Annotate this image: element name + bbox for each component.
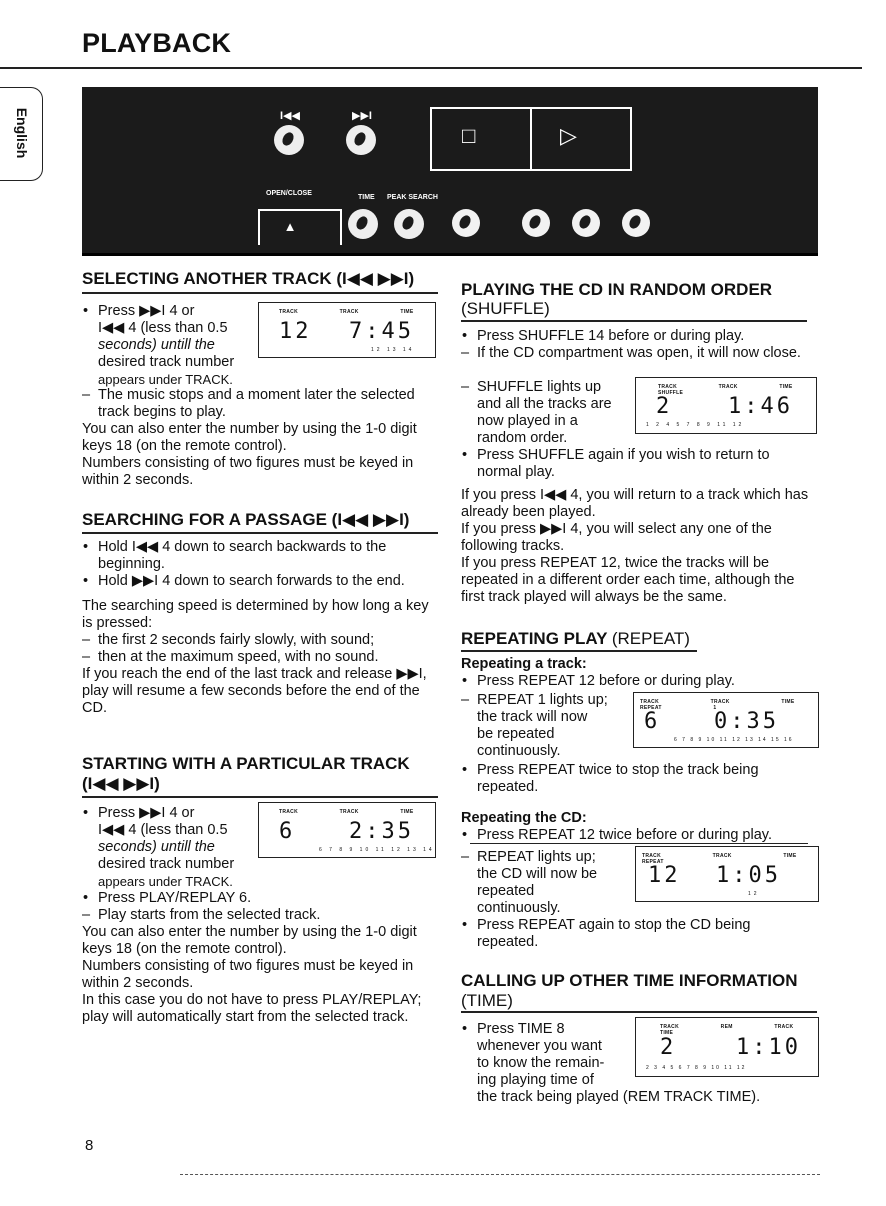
selecting-para-2: Numbers consisting of two figures must be keyed in within 2 seconds. [82, 455, 414, 488]
searching-dash-2: – then at the maximum speed, with no sound. [82, 649, 437, 666]
shuffle-dash-2a: – SHUFFLE lights up [461, 379, 636, 396]
lcd-track: 12 [648, 863, 681, 888]
lcd-track: 12 [279, 319, 312, 344]
transport-panel [430, 107, 632, 171]
repeat-cd-bottom [461, 917, 811, 951]
eject-button [258, 209, 342, 245]
shuffle-para-2: If you press ▶▶I 4, you will select any one of the following tracks. [461, 521, 772, 554]
repeat-dash-1b: the track will now [477, 709, 588, 725]
lcd-time: 1:10 [736, 1035, 801, 1060]
section-title-time-2: (TIME) [461, 991, 513, 1010]
section-title-repeat [461, 629, 690, 649]
prev-button-icon [274, 125, 304, 155]
time-step-end [477, 1089, 817, 1106]
selecting-step-1b: I◀◀ 4 (less than 0.5 [98, 320, 228, 336]
lcd-display-starting [258, 802, 436, 858]
page-number: 8 [85, 1137, 94, 1154]
footer-scan-line [180, 1174, 820, 1175]
shuffle-step-1: • Press SHUFFLE 14 before or during play. [461, 328, 811, 345]
section-title-starting: STARTING WITH A PARTICULAR TRACK [82, 754, 410, 773]
searching-para-2: If you reach the end of the last track and release ▶▶I, play will resume a few seconds before the end of the CD. [82, 666, 427, 716]
shuffle-body-top [461, 328, 811, 362]
starting-step-1e: appears under TRACK. [98, 874, 233, 889]
repeat-track-lights [461, 692, 636, 760]
selecting-steps [82, 303, 262, 388]
selecting-step-1: • Press ▶▶I 4 or [82, 303, 262, 320]
next-label: ▶▶I [352, 110, 372, 122]
repeat-dash-1c: be repeated [477, 726, 555, 742]
lcd-display-repeat-track [633, 692, 819, 748]
prev-label: I◀◀ [280, 110, 300, 122]
shuffle-dash-2b: and all the tracks are [477, 396, 612, 412]
section-title-selecting: SELECTING ANOTHER TRACK (I◀◀ ▶▶I) [82, 269, 415, 288]
repeat-cd-lights [461, 849, 636, 917]
round-button-icon-4 [622, 209, 650, 237]
lcd-track-numbers: 2 3 4 5 6 7 8 9 10 11 12 [646, 1065, 747, 1071]
searching-dash-1: – the first 2 seconds fairly slowly, with sound; [82, 632, 437, 649]
selecting-note: – The music stops and a moment later the selected track begins to play. [82, 387, 442, 421]
repeat-step-2: • Press REPEAT twice to stop the track being repeated. [461, 762, 811, 796]
lcd-time: 0:35 [714, 709, 779, 734]
starting-para-3: In this case you do not have to press PLAY/REPLAY; play will automatically start from the selected track. [82, 992, 422, 1025]
starting-para-2: Numbers consisting of two figures must be keyed in within 2 seconds. [82, 958, 414, 991]
language-tab-label: English [14, 107, 30, 159]
page-title: PLAYBACK [82, 28, 232, 58]
peak-search-button-icon [394, 209, 424, 239]
lcd-track: 6 [279, 819, 296, 844]
lcd-display-repeat-cd [635, 846, 819, 902]
lcd-time: 1:46 [728, 394, 793, 419]
section-title-searching: SEARCHING FOR A PASSAGE (I◀◀ ▶▶I) [82, 510, 410, 529]
selecting-para-1: You can also enter the number by using the 1-0 digit keys 18 (on the remote control). [82, 421, 417, 454]
repeat-step-3: • Press REPEAT 12 twice before or during play. [461, 827, 811, 844]
repeat-track-bottom [461, 762, 811, 796]
lcd-labels: TRACK TRACK TIME REPEAT [642, 853, 797, 865]
stop-icon: □ [462, 123, 476, 148]
lcd-track: 2 [656, 394, 673, 419]
title-rule [0, 67, 862, 69]
repeat-subtitle-2: Repeating the CD: [461, 810, 587, 826]
subsection-rule [470, 843, 808, 844]
shuffle-dash-1: – If the CD compartment was open, it will now close. [461, 345, 811, 362]
starting-step-1: • Press ▶▶I 4 or [82, 805, 262, 822]
lcd-labels: TRACK TRACK TIME REPEAT 1 [640, 699, 795, 711]
time-step-1b: whenever you want [477, 1038, 602, 1054]
section-title-time: CALLING UP OTHER TIME INFORMATION [461, 971, 798, 990]
repeat-track-top [461, 656, 811, 690]
repeat-dash-1d: continuously. [477, 743, 561, 759]
lcd-track: 2 [660, 1035, 677, 1060]
time-step-1c: to know the remain- [477, 1055, 605, 1071]
shuffle-lights [461, 379, 636, 447]
starting-note: – Play starts from the selected track. [82, 907, 442, 924]
section-rule [461, 650, 697, 652]
repeat-dash-2d: continuously. [477, 900, 561, 916]
starting-step-1b: I◀◀ 4 (less than 0.5 [98, 822, 228, 838]
shuffle-body [461, 447, 811, 606]
lcd-labels: TRACK TRACK TIME [279, 309, 414, 315]
starting-step-1c: seconds) untill the [98, 839, 215, 855]
section-title-starting-2: (I◀◀ ▶▶I) [82, 774, 160, 793]
repeat-step-1: • Press REPEAT 12 before or during play. [461, 673, 811, 690]
eject-icon: ▲ [283, 219, 297, 234]
searching-step-1: • Hold I◀◀ 4 down to search backwards to the beginning. [82, 539, 437, 573]
shuffle-dash-2d: random order. [477, 430, 568, 446]
lcd-track: 6 [644, 709, 661, 734]
lcd-track-numbers: 12 13 14 [371, 347, 415, 353]
repeat-dash-2c: repeated [477, 883, 535, 899]
round-button-icon-3 [572, 209, 600, 237]
searching-body [82, 539, 437, 717]
lcd-display-selecting [258, 302, 436, 358]
repeat-title-suffix: (REPEAT) [611, 629, 690, 648]
starting-steps [82, 805, 262, 890]
lcd-labels: TRACK REM TRACK TIME [660, 1024, 794, 1036]
time-label: TIME [358, 194, 375, 201]
section-rule [82, 796, 438, 798]
selecting-step-1c: seconds) untill the [98, 337, 215, 353]
section-title-shuffle-2: (SHUFFLE) [461, 299, 550, 318]
round-button-icon-1 [452, 209, 480, 237]
selecting-step-1d: desired track number [98, 354, 235, 370]
open-close-label: OPEN/CLOSE [266, 190, 312, 197]
shuffle-step-2: • Press SHUFFLE again if you wish to return to normal play. [461, 447, 811, 481]
time-steps [461, 1021, 636, 1089]
play-icon: ▷ [560, 123, 577, 148]
repeat-dash-1a: – REPEAT 1 lights up; [461, 692, 636, 709]
section-rule [82, 292, 438, 294]
next-button-icon [346, 125, 376, 155]
lcd-labels: TRACK TRACK TIME SHUFFLE [658, 384, 793, 396]
section-title-shuffle: PLAYING THE CD IN RANDOM ORDER [461, 280, 773, 299]
repeat-cd-top [461, 810, 811, 844]
repeat-title: REPEATING PLAY [461, 629, 608, 648]
starting-body [82, 890, 442, 1026]
lcd-time: 1:05 [716, 863, 781, 888]
lcd-display-time [635, 1017, 819, 1077]
round-button-icon-2 [522, 209, 550, 237]
time-step-1d: ing playing time of [477, 1072, 594, 1088]
lcd-track-numbers: 6 7 8 9 10 11 12 13 14 [319, 847, 435, 853]
starting-step-1d: desired track number [98, 856, 235, 872]
section-rule [461, 1011, 817, 1013]
searching-step-2: • Hold ▶▶I 4 down to search forwards to the end. [82, 573, 437, 590]
lcd-track-numbers: 6 7 8 9 10 11 12 13 14 15 16 [674, 737, 794, 743]
starting-step-2: • Press PLAY/REPLAY 6. [82, 890, 442, 907]
repeat-step-4: • Press REPEAT again to stop the CD being repeated. [461, 917, 811, 951]
lcd-time: 7:45 [349, 319, 414, 344]
section-rule [82, 532, 438, 534]
lcd-track-numbers: 1 2 4 5 7 8 9 11 12 [646, 422, 745, 428]
repeat-dash-2b: the CD will now be [477, 866, 598, 882]
lcd-display-shuffle [635, 377, 817, 434]
selecting-body [82, 387, 442, 489]
repeat-subtitle-1: Repeating a track: [461, 656, 587, 672]
repeat-dash-2a: – REPEAT lights up; [461, 849, 636, 866]
selecting-step-1e: appears under TRACK. [98, 372, 233, 387]
peak-search-label: PEAK SEARCH [387, 194, 438, 201]
lcd-labels: TRACK TRACK TIME [279, 809, 414, 815]
lcd-time: 2:35 [349, 819, 414, 844]
time-step-1a: • Press TIME 8 [461, 1021, 636, 1038]
time-button-icon [348, 209, 378, 239]
searching-para-1: The searching speed is determined by how long a key is pressed: [82, 598, 429, 631]
lcd-track-numbers: 12 [748, 891, 760, 897]
cd-player-photo [82, 87, 818, 256]
shuffle-para-1: If you press I◀◀ 4, you will return to a track which has already been played. [461, 487, 809, 520]
section-rule [461, 320, 807, 322]
starting-para-1: You can also enter the number by using the 1-0 digit keys 18 (on the remote control). [82, 924, 417, 957]
shuffle-dash-2c: now played in a [477, 413, 578, 429]
shuffle-para-3: If you press REPEAT 12, twice the tracks will be repeated in a different order each time, although the first track played will always be the same. [461, 555, 795, 605]
time-step-1e: the track being played (REM TRACK TIME). [477, 1089, 761, 1105]
